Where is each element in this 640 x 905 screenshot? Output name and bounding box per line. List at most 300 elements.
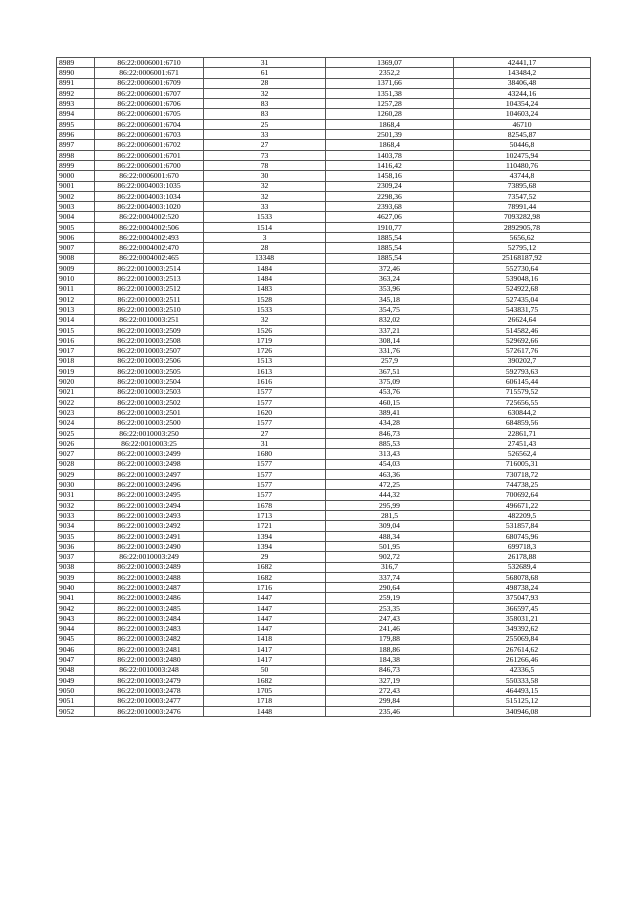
table-row (57, 562, 591, 572)
cadastral-number-cell: 86:22:0010003:2507 (95, 346, 204, 356)
row-number-cell: 9004 (57, 212, 95, 222)
table-row (57, 78, 591, 88)
area-cell: 1678 (204, 500, 326, 510)
row-number-cell: 9023 (57, 408, 95, 418)
area-cell: 1514 (204, 222, 326, 232)
table-row (57, 305, 591, 315)
unit-value-cell: 337,21 (326, 325, 454, 335)
table-row (57, 531, 591, 541)
cadastral-number-cell: 86:22:0004003:1020 (95, 202, 204, 212)
cadastral-value-cell: 267614,62 (454, 644, 591, 654)
cadastral-value-cell: 22861,71 (454, 428, 591, 438)
area-cell: 33 (204, 202, 326, 212)
area-cell: 1418 (204, 634, 326, 644)
row-number-cell: 9051 (57, 696, 95, 706)
cadastral-value-cell: 498738,24 (454, 583, 591, 593)
table-row (57, 397, 591, 407)
cadastral-number-cell: 86:22:0010003:2502 (95, 397, 204, 407)
area-cell: 83 (204, 99, 326, 109)
table-row (57, 130, 591, 140)
unit-value-cell: 188,86 (326, 644, 454, 654)
cadastral-number-cell: 86:22:0004002:493 (95, 233, 204, 243)
cadastral-number-cell: 86:22:0010003:2508 (95, 336, 204, 346)
row-number-cell: 9046 (57, 644, 95, 654)
cadastral-value-cell: 261266,46 (454, 655, 591, 665)
unit-value-cell: 235,46 (326, 706, 454, 716)
row-number-cell: 9032 (57, 500, 95, 510)
cadastral-value-cell: 539048,16 (454, 274, 591, 284)
cadastral-value-cell: 526562,4 (454, 449, 591, 459)
table-row (57, 511, 591, 521)
table-row (57, 593, 591, 603)
unit-value-cell: 832,02 (326, 315, 454, 325)
unit-value-cell: 375,09 (326, 377, 454, 387)
row-number-cell: 9030 (57, 480, 95, 490)
row-number-cell: 8992 (57, 88, 95, 98)
unit-value-cell: 846,73 (326, 665, 454, 675)
cadastral-number-cell: 86:22:0010003:2510 (95, 305, 204, 315)
area-cell: 1577 (204, 387, 326, 397)
cadastral-value-cell: 38406,48 (454, 78, 591, 88)
cadastral-number-cell: 86:22:0010003:2491 (95, 531, 204, 541)
area-cell: 28 (204, 78, 326, 88)
unit-value-cell: 846,73 (326, 428, 454, 438)
unit-value-cell: 272,43 (326, 686, 454, 696)
cadastral-value-cell: 700692,64 (454, 490, 591, 500)
cadastral-value-cell: 543831,75 (454, 305, 591, 315)
cadastral-number-cell: 86:22:0004002:520 (95, 212, 204, 222)
row-number-cell: 9045 (57, 634, 95, 644)
table-row (57, 480, 591, 490)
table-row (57, 655, 591, 665)
cadastral-number-cell: 86:22:0010003:248 (95, 665, 204, 675)
cadastral-number-cell: 86:22:0010003:2480 (95, 655, 204, 665)
cadastral-value-cell: 514582,46 (454, 325, 591, 335)
unit-value-cell: 184,38 (326, 655, 454, 665)
unit-value-cell: 389,41 (326, 408, 454, 418)
table-row (57, 665, 591, 675)
area-cell: 28 (204, 243, 326, 253)
area-cell: 1682 (204, 675, 326, 685)
area-cell: 61 (204, 68, 326, 78)
cadastral-number-cell: 86:22:0010003:2486 (95, 593, 204, 603)
area-cell: 1448 (204, 706, 326, 716)
unit-value-cell: 501,95 (326, 541, 454, 551)
cadastral-number-cell: 86:22:0010003:2500 (95, 418, 204, 428)
table-row (57, 284, 591, 294)
cadastral-value-cell: 531857,84 (454, 521, 591, 531)
cadastral-value-cell: 78991,44 (454, 202, 591, 212)
cadastral-number-cell: 86:22:0010003:2497 (95, 469, 204, 479)
cadastral-value-cell: 26178,88 (454, 552, 591, 562)
table-row (57, 150, 591, 160)
cadastral-value-cell: 532689,4 (454, 562, 591, 572)
row-number-cell: 8993 (57, 99, 95, 109)
cadastral-value-cell: 73547,52 (454, 191, 591, 201)
row-number-cell: 9041 (57, 593, 95, 603)
unit-value-cell: 354,75 (326, 305, 454, 315)
area-cell: 1394 (204, 531, 326, 541)
area-cell: 30 (204, 171, 326, 181)
unit-value-cell: 1260,28 (326, 109, 454, 119)
cadastral-number-cell: 86:22:0010003:2476 (95, 706, 204, 716)
area-cell: 1417 (204, 644, 326, 654)
cadastral-value-cell: 592793,63 (454, 366, 591, 376)
table-row (57, 171, 591, 181)
table-row (57, 263, 591, 273)
cadastral-number-cell: 86:22:0010003:2505 (95, 366, 204, 376)
unit-value-cell: 1868,4 (326, 119, 454, 129)
table-row (57, 541, 591, 551)
cadastral-value-cell: 375047,93 (454, 593, 591, 603)
cadastral-value-cell: 524922,68 (454, 284, 591, 294)
cadastral-value-cell: 43744,8 (454, 171, 591, 181)
row-number-cell: 8989 (57, 58, 95, 68)
unit-value-cell: 290,64 (326, 583, 454, 593)
cadastral-value-cell: 684859,56 (454, 418, 591, 428)
cadastral-number-cell: 86:22:0006001:6703 (95, 130, 204, 140)
area-cell: 32 (204, 315, 326, 325)
row-number-cell: 9022 (57, 397, 95, 407)
row-number-cell: 9052 (57, 706, 95, 716)
table-row (57, 418, 591, 428)
table-row (57, 336, 591, 346)
row-number-cell: 9021 (57, 387, 95, 397)
row-number-cell: 9014 (57, 315, 95, 325)
cadastral-value-cell: 699718,3 (454, 541, 591, 551)
table-row (57, 212, 591, 222)
cadastral-value-cell: 568078,68 (454, 572, 591, 582)
table-row (57, 459, 591, 469)
row-number-cell: 9048 (57, 665, 95, 675)
row-number-cell: 8994 (57, 109, 95, 119)
table-row (57, 614, 591, 624)
table-row (57, 500, 591, 510)
table-row (57, 706, 591, 716)
unit-value-cell: 345,18 (326, 294, 454, 304)
cadastral-value-cell: 26624,64 (454, 315, 591, 325)
table-row (57, 356, 591, 366)
area-cell: 25 (204, 119, 326, 129)
area-cell: 1680 (204, 449, 326, 459)
cadastral-number-cell: 86:22:0010003:2488 (95, 572, 204, 582)
row-number-cell: 9034 (57, 521, 95, 531)
cadastral-number-cell: 86:22:0006001:6702 (95, 140, 204, 150)
area-cell: 1705 (204, 686, 326, 696)
cadastral-value-cell: 366597,45 (454, 603, 591, 613)
cadastral-value-cell: 572617,76 (454, 346, 591, 356)
cadastral-number-cell: 86:22:0010003:2483 (95, 624, 204, 634)
cadastral-value-cell: 550333,58 (454, 675, 591, 685)
unit-value-cell: 1458,16 (326, 171, 454, 181)
cadastral-value-cell: 5656,62 (454, 233, 591, 243)
area-cell: 1577 (204, 469, 326, 479)
area-cell: 1447 (204, 603, 326, 613)
table-row (57, 469, 591, 479)
area-cell: 73 (204, 150, 326, 160)
cadastral-number-cell: 86:22:0010003:2479 (95, 675, 204, 685)
unit-value-cell: 453,76 (326, 387, 454, 397)
table-row (57, 428, 591, 438)
area-cell: 1484 (204, 263, 326, 273)
unit-value-cell: 454,03 (326, 459, 454, 469)
row-number-cell: 9006 (57, 233, 95, 243)
unit-value-cell: 281,5 (326, 511, 454, 521)
row-number-cell: 9005 (57, 222, 95, 232)
unit-value-cell: 460,15 (326, 397, 454, 407)
area-cell: 1682 (204, 572, 326, 582)
row-number-cell: 8991 (57, 78, 95, 88)
row-number-cell: 9003 (57, 202, 95, 212)
cadastral-value-cell: 730718,72 (454, 469, 591, 479)
row-number-cell: 8999 (57, 160, 95, 170)
row-number-cell: 9036 (57, 541, 95, 551)
area-cell: 1682 (204, 562, 326, 572)
cadastral-value-cell: 515125,12 (454, 696, 591, 706)
cadastral-value-cell: 529692,66 (454, 336, 591, 346)
cadastral-number-cell: 86:22:0004003:1035 (95, 181, 204, 191)
table-row (57, 181, 591, 191)
cadastral-number-cell: 86:22:0010003:2478 (95, 686, 204, 696)
cadastral-value-cell: 7093282,98 (454, 212, 591, 222)
cadastral-number-cell: 86:22:0004002:465 (95, 253, 204, 263)
cadastral-number-cell: 86:22:0006001:6707 (95, 88, 204, 98)
cadastral-number-cell: 86:22:0010003:2482 (95, 634, 204, 644)
cadastral-number-cell: 86:22:0006001:670 (95, 171, 204, 181)
unit-value-cell: 1403,78 (326, 150, 454, 160)
area-cell: 31 (204, 58, 326, 68)
table-row (57, 634, 591, 644)
cadastral-number-cell: 86:22:0010003:2511 (95, 294, 204, 304)
row-number-cell: 9015 (57, 325, 95, 335)
row-number-cell: 8996 (57, 130, 95, 140)
cadastral-value-cell: 744738,25 (454, 480, 591, 490)
cadastral-number-cell: 86:22:0010003:2489 (95, 562, 204, 572)
row-number-cell: 9011 (57, 284, 95, 294)
cadastral-value-cell: 43244,16 (454, 88, 591, 98)
area-cell: 1533 (204, 305, 326, 315)
row-number-cell: 9012 (57, 294, 95, 304)
cadastral-number-cell: 86:22:0004002:506 (95, 222, 204, 232)
area-cell: 78 (204, 160, 326, 170)
area-cell: 1447 (204, 624, 326, 634)
row-number-cell: 9049 (57, 675, 95, 685)
table-row (57, 243, 591, 253)
cadastral-number-cell: 86:22:0006001:6709 (95, 78, 204, 88)
table-row (57, 696, 591, 706)
row-number-cell: 9043 (57, 614, 95, 624)
area-cell: 1528 (204, 294, 326, 304)
unit-value-cell: 247,43 (326, 614, 454, 624)
area-cell: 32 (204, 191, 326, 201)
area-cell: 1417 (204, 655, 326, 665)
row-number-cell: 9029 (57, 469, 95, 479)
unit-value-cell: 2309,24 (326, 181, 454, 191)
unit-value-cell: 885,53 (326, 438, 454, 448)
unit-value-cell: 1369,07 (326, 58, 454, 68)
table-row (57, 583, 591, 593)
unit-value-cell: 179,88 (326, 634, 454, 644)
unit-value-cell: 1885,54 (326, 233, 454, 243)
row-number-cell: 9039 (57, 572, 95, 582)
area-cell: 3 (204, 233, 326, 243)
row-number-cell: 9038 (57, 562, 95, 572)
cadastral-value-cell: 680745,96 (454, 531, 591, 541)
cadastral-number-cell: 86:22:0010003:250 (95, 428, 204, 438)
unit-value-cell: 2352,2 (326, 68, 454, 78)
unit-value-cell: 444,32 (326, 490, 454, 500)
unit-value-cell: 1257,28 (326, 99, 454, 109)
cadastral-value-cell: 340946,08 (454, 706, 591, 716)
area-cell: 32 (204, 88, 326, 98)
area-cell: 1616 (204, 377, 326, 387)
cadastral-value-cell: 104603,24 (454, 109, 591, 119)
cadastral-value-cell: 715579,52 (454, 387, 591, 397)
row-number-cell: 9000 (57, 171, 95, 181)
cadastral-number-cell: 86:22:0010003:249 (95, 552, 204, 562)
cadastral-number-cell: 86:22:0010003:2485 (95, 603, 204, 613)
cadastral-number-cell: 86:22:0010003:2499 (95, 449, 204, 459)
row-number-cell: 9050 (57, 686, 95, 696)
table-row (57, 58, 591, 68)
cadastral-number-cell: 86:22:0006001:6705 (95, 109, 204, 119)
cadastral-number-cell: 86:22:0010003:2496 (95, 480, 204, 490)
table-row (57, 315, 591, 325)
unit-value-cell: 327,19 (326, 675, 454, 685)
table-row (57, 191, 591, 201)
unit-value-cell: 488,34 (326, 531, 454, 541)
cadastral-value-table (56, 57, 591, 717)
row-number-cell: 8995 (57, 119, 95, 129)
area-cell: 1484 (204, 274, 326, 284)
unit-value-cell: 259,19 (326, 593, 454, 603)
cadastral-value-cell: 2892905,78 (454, 222, 591, 232)
unit-value-cell: 1371,66 (326, 78, 454, 88)
area-cell: 1577 (204, 418, 326, 428)
cadastral-number-cell: 86:22:0010003:2509 (95, 325, 204, 335)
area-cell: 1577 (204, 480, 326, 490)
cadastral-number-cell: 86:22:0006001:6704 (95, 119, 204, 129)
cadastral-value-cell: 25168187,92 (454, 253, 591, 263)
row-number-cell: 9031 (57, 490, 95, 500)
unit-value-cell: 308,14 (326, 336, 454, 346)
cadastral-value-cell: 552730,64 (454, 263, 591, 273)
row-number-cell: 9047 (57, 655, 95, 665)
row-number-cell: 9002 (57, 191, 95, 201)
unit-value-cell: 309,04 (326, 521, 454, 531)
unit-value-cell: 316,7 (326, 562, 454, 572)
area-cell: 1526 (204, 325, 326, 335)
table-row (57, 140, 591, 150)
table-row (57, 387, 591, 397)
cadastral-value-cell: 349392,62 (454, 624, 591, 634)
cadastral-value-cell: 42441,17 (454, 58, 591, 68)
cadastral-number-cell: 86:22:0010003:2495 (95, 490, 204, 500)
row-number-cell: 9020 (57, 377, 95, 387)
row-number-cell: 9042 (57, 603, 95, 613)
cadastral-number-cell: 86:22:0004002:470 (95, 243, 204, 253)
unit-value-cell: 2298,36 (326, 191, 454, 201)
unit-value-cell: 253,35 (326, 603, 454, 613)
unit-value-cell: 472,25 (326, 480, 454, 490)
unit-value-cell: 4627,06 (326, 212, 454, 222)
row-number-cell: 9019 (57, 366, 95, 376)
unit-value-cell: 363,24 (326, 274, 454, 284)
row-number-cell: 8998 (57, 150, 95, 160)
row-number-cell: 9010 (57, 274, 95, 284)
cadastral-number-cell: 86:22:0010003:2493 (95, 511, 204, 521)
table-row (57, 552, 591, 562)
unit-value-cell: 372,46 (326, 263, 454, 273)
row-number-cell: 9017 (57, 346, 95, 356)
row-number-cell: 9040 (57, 583, 95, 593)
cadastral-value-cell: 52795,12 (454, 243, 591, 253)
cadastral-number-cell: 86:22:0010003:2513 (95, 274, 204, 284)
area-cell: 1721 (204, 521, 326, 531)
table-row (57, 233, 591, 243)
unit-value-cell: 1416,42 (326, 160, 454, 170)
table-row (57, 572, 591, 582)
area-cell: 1577 (204, 459, 326, 469)
cadastral-value-cell: 716005,31 (454, 459, 591, 469)
cadastral-number-cell: 86:22:0010003:2498 (95, 459, 204, 469)
table-row (57, 119, 591, 129)
area-cell: 1533 (204, 212, 326, 222)
cadastral-value-cell: 630844,2 (454, 408, 591, 418)
area-cell: 31 (204, 438, 326, 448)
table-row (57, 253, 591, 263)
area-cell: 27 (204, 428, 326, 438)
cadastral-number-cell: 86:22:0010003:2492 (95, 521, 204, 531)
unit-value-cell: 331,76 (326, 346, 454, 356)
area-cell: 13348 (204, 253, 326, 263)
cadastral-value-cell: 27451,43 (454, 438, 591, 448)
row-number-cell: 8997 (57, 140, 95, 150)
table-row (57, 109, 591, 119)
table-row (57, 624, 591, 634)
area-cell: 50 (204, 665, 326, 675)
cadastral-number-cell: 86:22:0010003:2490 (95, 541, 204, 551)
cadastral-number-cell: 86:22:0006001:671 (95, 68, 204, 78)
cadastral-number-cell: 86:22:0006001:6701 (95, 150, 204, 160)
table-row (57, 686, 591, 696)
table-row (57, 449, 591, 459)
cadastral-value-cell: 464493,15 (454, 686, 591, 696)
row-number-cell: 9008 (57, 253, 95, 263)
unit-value-cell: 2501,39 (326, 130, 454, 140)
area-cell: 1726 (204, 346, 326, 356)
row-number-cell: 9033 (57, 511, 95, 521)
unit-value-cell: 902,72 (326, 552, 454, 562)
row-number-cell: 9026 (57, 438, 95, 448)
cadastral-number-cell: 86:22:0010003:2514 (95, 263, 204, 273)
cadastral-number-cell: 86:22:0010003:25 (95, 438, 204, 448)
row-number-cell: 9027 (57, 449, 95, 459)
area-cell: 1713 (204, 511, 326, 521)
row-number-cell: 9035 (57, 531, 95, 541)
table-row (57, 675, 591, 685)
cadastral-number-cell: 86:22:0010003:2504 (95, 377, 204, 387)
area-cell: 1447 (204, 614, 326, 624)
unit-value-cell: 463,36 (326, 469, 454, 479)
area-cell: 1620 (204, 408, 326, 418)
cadastral-value-cell: 496671,22 (454, 500, 591, 510)
row-number-cell: 9007 (57, 243, 95, 253)
row-number-cell: 9037 (57, 552, 95, 562)
table-row (57, 366, 591, 376)
row-number-cell: 9028 (57, 459, 95, 469)
cadastral-number-cell: 86:22:0006001:6700 (95, 160, 204, 170)
